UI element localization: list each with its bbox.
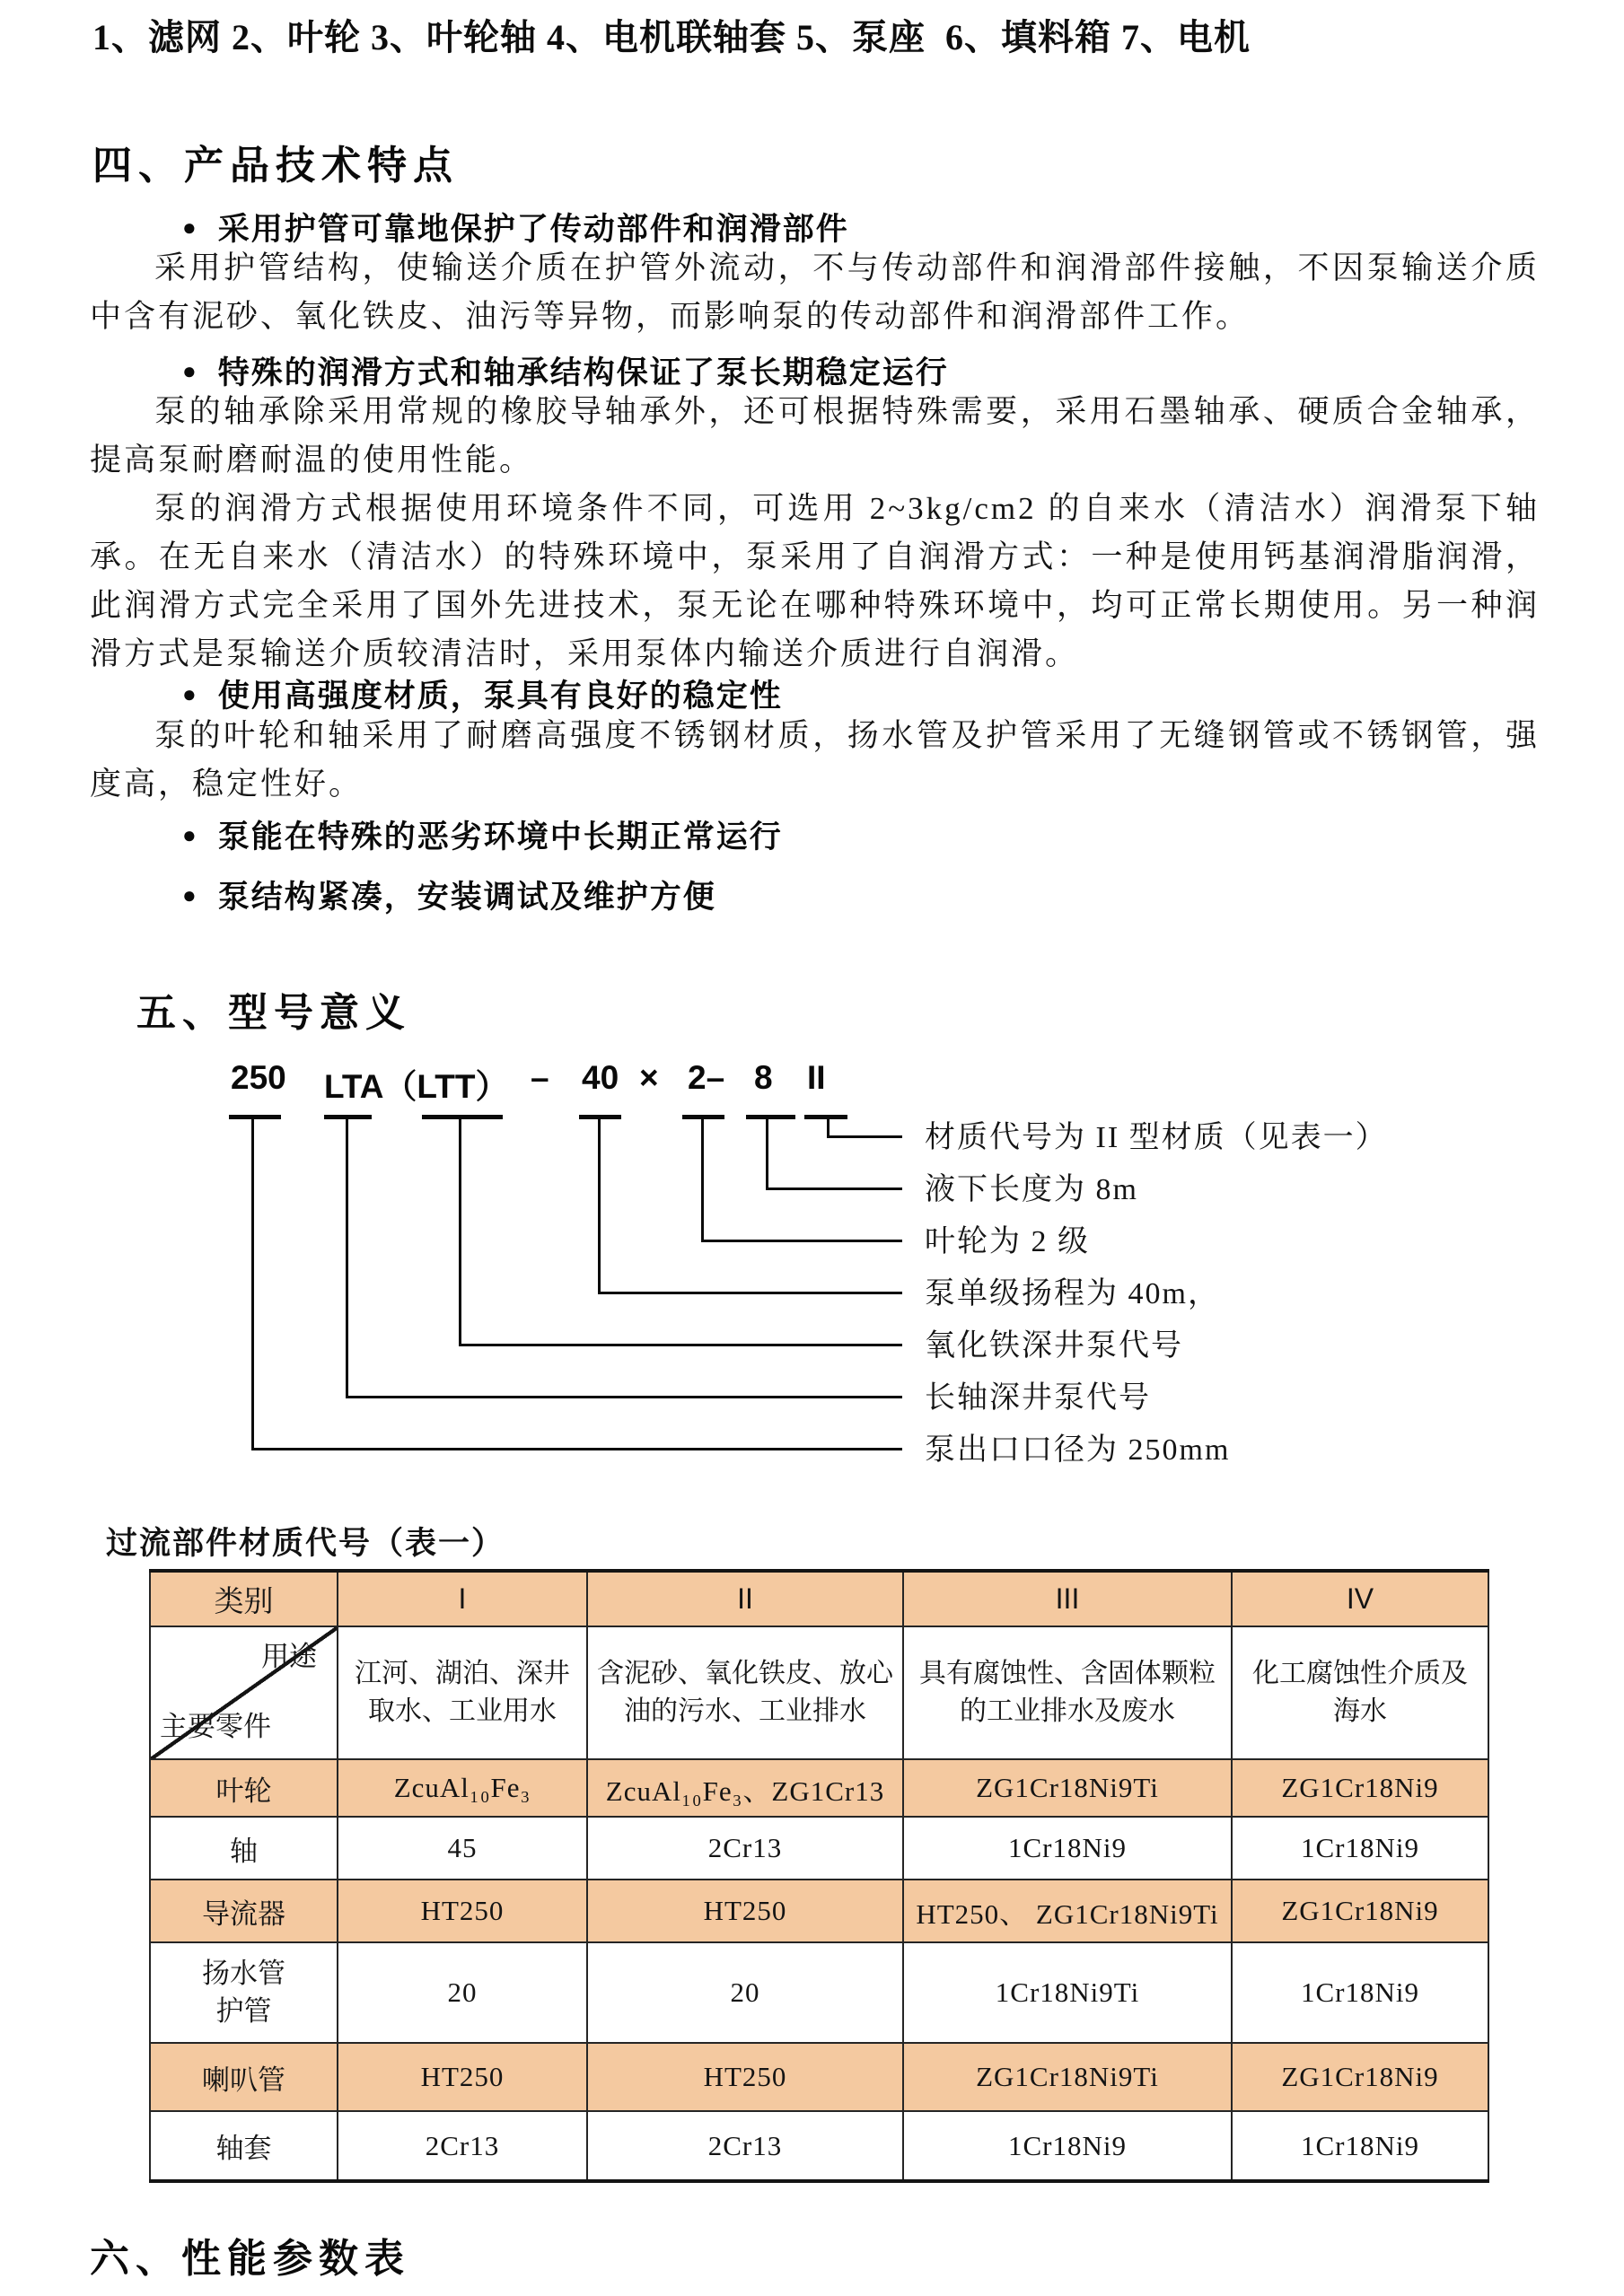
feature-bullet-1-text: 采用护管可靠地保护了传动部件和润滑部件 xyxy=(217,212,849,247)
header-class-3: III xyxy=(903,1571,1232,1626)
part-name: 轴 xyxy=(150,1817,338,1880)
material-value: HT250 xyxy=(338,2043,587,2111)
bullet-icon: ● xyxy=(182,881,198,908)
material-value: ZG1Cr18Ni9 xyxy=(1232,1880,1488,1942)
table-row-bell-mouth xyxy=(150,2043,1488,2111)
leader-line-outlet xyxy=(251,1118,902,1450)
material-value: ZG1Cr18Ni9Ti xyxy=(903,2043,1232,2111)
model-label-depth: 液下长度为 8m xyxy=(925,1173,1138,1206)
feature-bullet-4-text: 泵能在特殊的恶劣环境中长期正常运行 xyxy=(217,819,783,854)
diagonal-usage-label: 用途 xyxy=(261,1641,317,1672)
part-name: 轴套 xyxy=(150,2111,338,2181)
material-value: ZG1Cr18Ni9 xyxy=(1232,2043,1488,2111)
model-label-oxide: 氧化铁深井泵代号 xyxy=(925,1329,1183,1363)
material-value: 2Cr13 xyxy=(587,2111,903,2181)
model-part-head: 40 xyxy=(582,1059,619,1096)
diagonal-parts-label: 主要零件 xyxy=(160,1711,271,1742)
part-name: 叶轮 xyxy=(150,1759,338,1817)
feature-paragraph-2: 泵的轴承除采用常规的橡胶导轴承外，还可根据特殊需要，采用石墨轴承、硬质合金轴承，提高泵耐磨耐温的使用性能。 xyxy=(90,394,1540,478)
material-value: ZG1Cr18Ni9Ti xyxy=(903,1759,1232,1817)
section-5-heading: 五、型号意义 xyxy=(136,991,411,1035)
table-header-row xyxy=(150,1571,1488,1626)
material-value: 45 xyxy=(338,1817,587,1880)
material-value: 1Cr18Ni9 xyxy=(1232,1942,1488,2043)
material-value: 2Cr13 xyxy=(338,2111,587,2181)
material-value: 1Cr18Ni9Ti xyxy=(903,1942,1232,2043)
model-part-diameter: 250 xyxy=(231,1059,286,1096)
model-label-outlet: 泵出口口径为 250mm xyxy=(925,1433,1231,1467)
table-row-shaft-sleeve xyxy=(150,2111,1488,2181)
material-value: 20 xyxy=(338,1942,587,2043)
bullet-icon: ● xyxy=(182,680,198,707)
model-part-depth: 8 xyxy=(754,1059,773,1096)
header-class-1: I xyxy=(338,1571,587,1626)
diagonal-header-cell xyxy=(150,1626,338,1759)
model-part-dash: – xyxy=(531,1059,549,1096)
model-label-head: 泵单级扬程为 40m， xyxy=(925,1277,1220,1310)
bullet-icon: ● xyxy=(182,357,198,384)
header-class-4: IV xyxy=(1232,1571,1488,1626)
feature-bullet-2 xyxy=(182,348,949,393)
material-value: HT250 xyxy=(587,1880,903,1942)
feature-bullet-3 xyxy=(182,671,783,716)
model-part-times: × xyxy=(639,1059,659,1096)
material-value: 1Cr18Ni9 xyxy=(1232,1817,1488,1880)
material-value: ZcuAl₁₀Fe₃ xyxy=(338,1759,587,1817)
usage-row xyxy=(150,1626,1488,1759)
usage-class-2: 含泥砂、氧化铁皮、放心油的污水、工业排水 xyxy=(587,1626,903,1759)
model-label-material: 材质代号为 II 型材质（见表一） xyxy=(925,1121,1388,1154)
feature-paragraph-1: 采用护管结构，使输送介质在护管外流动，不与传动部件和润滑部件接触，不因泵输送介质中含有泥砂、氧化铁皮、油污等异物，而影响泵的传动部件和润滑部件工作。 xyxy=(90,250,1540,334)
material-value: 1Cr18Ni9 xyxy=(903,2111,1232,2181)
feature-bullet-5-text: 泵结构紧凑，安装调试及维护方便 xyxy=(217,880,716,915)
section-4-heading: 四、产品技术特点 xyxy=(92,144,459,188)
model-part-stages: 2– xyxy=(688,1059,725,1096)
usage-class-3: 具有腐蚀性、含固体颗粒的工业排水及废水 xyxy=(903,1626,1232,1759)
model-part-material: II xyxy=(807,1059,826,1096)
table-row-riser-pipe xyxy=(150,1942,1488,2043)
material-value: 1Cr18Ni9 xyxy=(903,1817,1232,1880)
part-name-line1: 扬水管 xyxy=(202,1958,285,1989)
part-name: 导流器 xyxy=(150,1880,338,1942)
feature-bullet-1 xyxy=(182,205,849,250)
model-part-series: LTA（LTT） xyxy=(324,1068,509,1105)
model-label-longshaft: 长轴深井泵代号 xyxy=(925,1381,1151,1415)
material-value: HT250 xyxy=(338,1880,587,1942)
pump-parts-list: 1、滤网 2、叶轮 3、叶轮轴 4、电机联轴套 5、泵座 6、填料箱 7、电机 xyxy=(92,17,1251,57)
header-class-2: II xyxy=(587,1571,903,1626)
bullet-icon: ● xyxy=(182,214,198,241)
feature-paragraph-3: 泵的润滑方式根据使用环境条件不同，可选用 2~3kg/cm2 的自来水（清洁水）润滑泵下轴承。在无自来水（清洁水）的特殊环境中，泵采用了自润滑方式：一种是使用钙基润滑脂润滑，此润滑方式完全采用了国外先进技术，泵无论在哪种特殊环境中，均可正常长期使用。另一种润滑方式是泵输送介质较清洁时，采用泵体内输送介质进行自润滑。 xyxy=(90,491,1540,671)
bullet-icon: ● xyxy=(182,821,198,848)
feature-bullet-5 xyxy=(182,872,716,917)
header-category: 类别 xyxy=(150,1571,338,1626)
feature-bullet-2-text: 特殊的润滑方式和轴承结构保证了泵长期稳定运行 xyxy=(217,355,949,390)
feature-bullet-3-text: 使用高强度材质，泵具有良好的稳定性 xyxy=(217,679,783,714)
material-table-title: 过流部件材质代号（表一） xyxy=(106,1526,505,1561)
table-row-shaft xyxy=(150,1817,1488,1880)
material-value: HT250 xyxy=(587,2043,903,2111)
table-row-impeller xyxy=(150,1759,1488,1817)
feature-paragraph-4: 泵的叶轮和轴采用了耐磨高强度不锈钢材质，扬水管及护管采用了无缝钢管或不锈钢管，强度高，稳定性好。 xyxy=(90,718,1540,802)
part-name-line2: 护管 xyxy=(215,1995,272,2027)
material-value: ZcuAl₁₀Fe₃、ZG1Cr13 xyxy=(587,1759,903,1817)
section-6-heading: 六、性能参数表 xyxy=(90,2237,410,2281)
model-designation-diagram xyxy=(0,1059,1624,1508)
part-name: 喇叭管 xyxy=(150,2043,338,2111)
feature-bullet-4 xyxy=(182,812,783,857)
material-value: ZG1Cr18Ni9 xyxy=(1232,1759,1488,1817)
table-row-diffuser xyxy=(150,1880,1488,1942)
material-code-table xyxy=(149,1569,1489,2183)
usage-class-4: 化工腐蚀性介质及海水 xyxy=(1232,1626,1488,1759)
material-value: 20 xyxy=(587,1942,903,2043)
usage-class-1: 江河、湖泊、深井取水、工业用水 xyxy=(338,1626,587,1759)
material-value: HT250、 ZG1Cr18Ni9Ti xyxy=(903,1880,1232,1942)
model-label-stages: 叶轮为 2 级 xyxy=(925,1225,1090,1258)
material-value: 2Cr13 xyxy=(587,1817,903,1880)
part-name xyxy=(150,1942,338,2043)
material-value: 1Cr18Ni9 xyxy=(1232,2111,1488,2181)
